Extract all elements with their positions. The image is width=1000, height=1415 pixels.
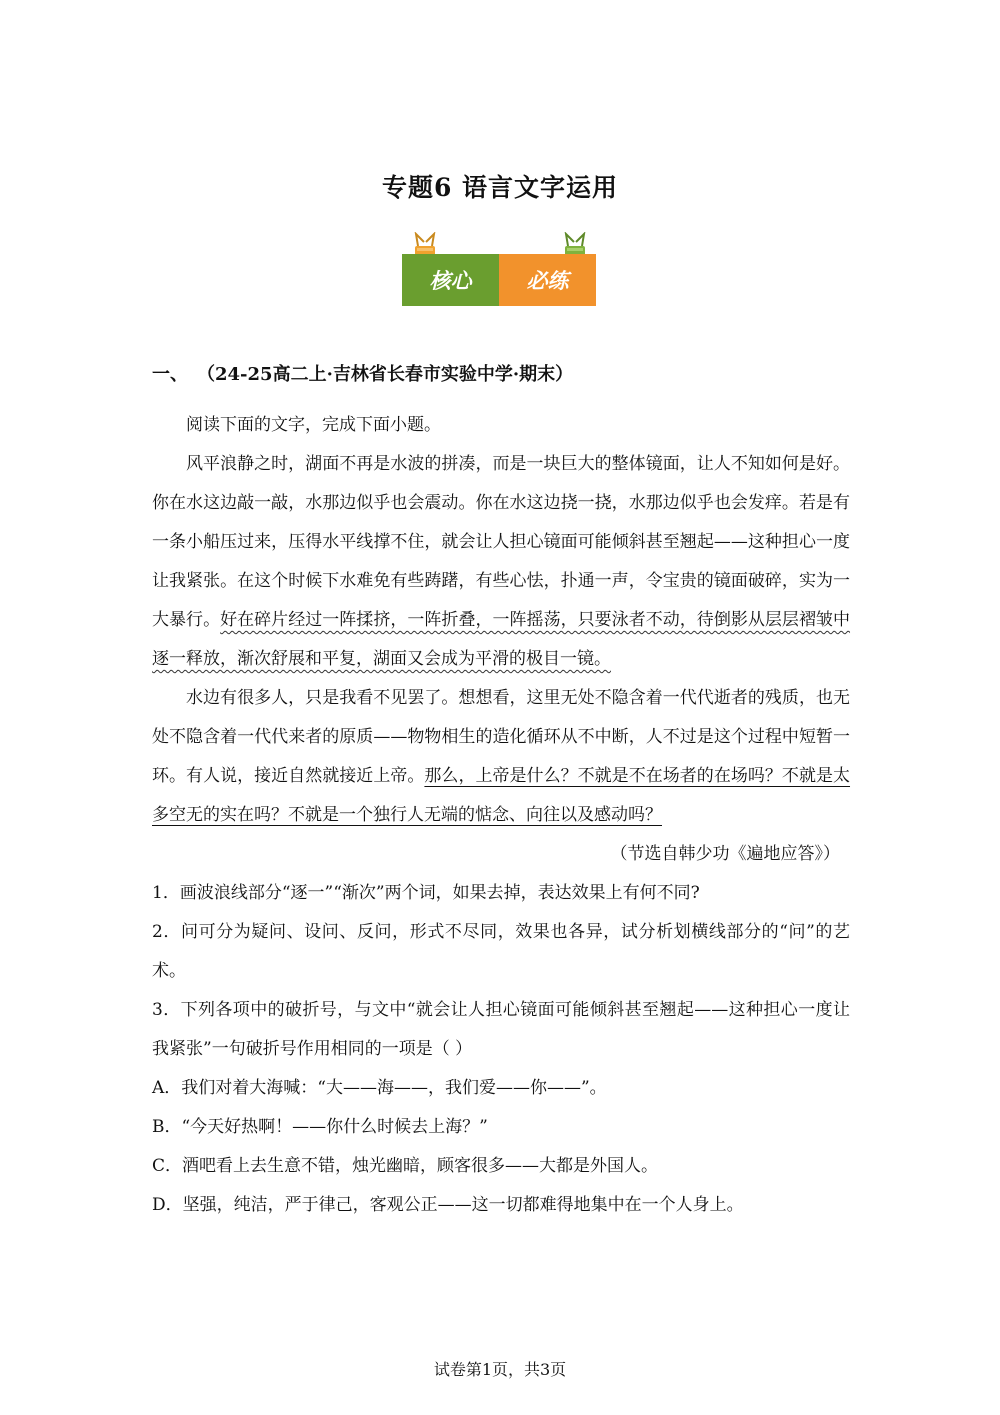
section-number: 一、: [152, 364, 188, 385]
page-title: 专题6 语言文字运用: [381, 173, 619, 202]
option-b: B．“今天好热啊！——你什么时候去上海？”: [152, 1117, 488, 1137]
passage-text: 水边有很多人，只是我看不见罢了。想想看，这里无处不隐含着一代代逝者的残质，也无处不隐含着一代代来者的原质——物物相生的造化循环从不中断，人不过是这个过程中短暂一环。有人说，接近自然就接近上帝。: [152, 688, 850, 786]
section-source: （24-25高二上·吉林省长春市实验中学·期末）: [206, 364, 574, 385]
banner-right-label: 必练: [499, 254, 596, 306]
source-note: （节选自韩少功《遍地应答》）: [610, 844, 840, 864]
section-heading: [152, 360, 573, 386]
option-a: A．我们对着大海喊：“大——海——，我们爱——你——”。: [152, 1078, 607, 1098]
instruction: 阅读下面的文字，完成下面小题。: [186, 415, 441, 435]
question-2: 2．问可分为疑问、设问、反问，形式不尽同，效果也各异，试分析划横线部分的“问”的艺术。: [152, 922, 850, 981]
wavy-underlined-text: 好在碎片经过一阵揉挤，一阵折叠，一阵摇荡，只要泳者不动，待倒影从层层褶皱中逐一释放，渐次舒展和平复，湖面又会成为平滑的极目一镜。: [152, 610, 851, 669]
underlined-text: 那么，上帝是什么？不就是不在场者的在场吗？不就是太多空无的实在吗？不就是一个独行人无端的惦念、向往以及感动吗？: [152, 766, 851, 825]
page-footer: 试卷第1页，共3页: [433, 1360, 567, 1379]
passage-paragraph-2: [152, 679, 850, 835]
passage-text: 风平浪静之时，湖面不再是水波的拼凑，而是一块巨大的整体镜面，让人不知如何是好。你在水这边敲一敲，水那边似乎也会震动。你在水这边挠一挠，水那边似乎也会发痒。若是有一条小船压过来，压得水平线撑不住，就会让人担心镜面可能倾斜甚至翘起——这种担心一度让我紧张。在这个时候下水难免有些踌躇，有些心怯，扑通一声，令宝贵的镜面破碎，实为一大暴行。: [152, 454, 850, 630]
option-c: C．酒吧看上去生意不错，烛光幽暗，顾客很多——大都是外国人。: [152, 1156, 659, 1176]
banner: [402, 254, 596, 306]
passage-paragraph-1: [152, 445, 850, 679]
question-3: 3．下列各项中的破折号，与文中“就会让人担心镜面可能倾斜甚至翘起——这种担心一度让我紧张”一句破折号作用相同的一项是（ ）: [152, 1000, 850, 1059]
question-1: 1．画波浪线部分“逐一”“渐次”两个词，如果去掉，表达效果上有何不同?: [152, 883, 700, 903]
option-d: D．坚强，纯洁，严于律己，客观公正——这一切都难得地集中在一个人身上。: [152, 1195, 744, 1215]
reading-passage: [152, 406, 850, 1225]
banner-left-label: 核心: [402, 254, 499, 306]
